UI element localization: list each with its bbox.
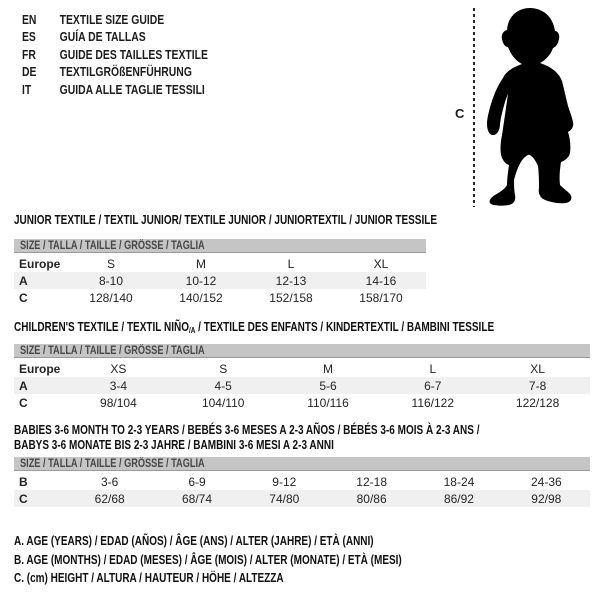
language-header [22,11,208,98]
childrens-size-header-bar [14,344,590,358]
footnote-c: C. (cm) HEIGHT / ALTURA / HAUTEUR / HÖHE / ALTEZZA [14,571,284,586]
row-label: C [19,491,28,506]
childrens-size-table [14,360,590,411]
footnote-a: A. AGE (YEARS) / EDAD (AÑOS) / ÂGE (ANS) / ALTER (JAHRE) / ETÀ (ANNI) [14,534,374,548]
table-cell: M [196,256,206,271]
lang-code: EN [22,12,37,27]
table-cell: 5-6 [319,378,337,393]
lang-code: IT [22,81,32,97]
size-header-label: SIZE / TALLA / TAILLE / GRÖSSE / TAGLIA [20,458,205,470]
height-dashed-line [473,8,475,207]
lang-code: FR [22,46,36,62]
table-cell: 86/92 [443,491,474,506]
childrens-table-title: CHILDREN'S TEXTILE / TEXTIL $NIÑO_{/A}$ / TEXTILE DES ENFANTS / KINDERTEXTIL / BAMBINI TESSILE [14,320,495,335]
table-cell: 7-8 [528,378,547,393]
table-row [14,473,590,490]
babies-size-table [14,473,590,507]
table-cell: 4-5 [214,378,232,393]
size-header-label: SIZE / TALLA / TAILLE / GRÖSSE / TAGLIA [20,240,205,252]
table-cell: S [219,361,228,376]
babies-title-line1: BABIES 3-6 MONTH TO 2-3 YEARS / BEBÉS 3-6 MESES A 2-3 AÑOS / BÉBÉS 3-6 MOIS À 2-3 ANS / [14,423,480,437]
table-cell: 158/170 [359,290,403,305]
junior-size-table [14,255,426,306]
footnotes [14,532,499,588]
table-cell: 3-4 [109,378,128,393]
table-cell: 6-7 [424,378,442,393]
table-cell: 80/86 [356,491,387,506]
table-cell: 12-13 [275,273,307,288]
lang-row-de [22,63,208,80]
row-label: B [19,474,28,489]
footnote-b: B. AGE (MONTHS) / EDAD (MESES) / ÂGE (MOIS) / ALTER (MONATE) / ETÀ (MESI) [14,552,402,567]
lang-title: GUIDE DES TAILLES TEXTILE [59,46,208,62]
row-label: A [19,273,28,288]
subscript-a: /A [188,326,196,335]
table-cell: 12-18 [356,474,387,489]
table-cell: 62/68 [94,491,125,506]
table-row [14,255,426,272]
table-cell: L [287,256,295,271]
table-cell: XS [110,361,127,376]
table-cell: 140/152 [179,290,223,305]
row-label: C [19,395,28,410]
table-row [14,394,590,411]
table-cell: 10-12 [185,273,217,288]
row-label: Europe [19,256,61,271]
junior-size-header-bar [14,239,426,253]
table-cell: 18-24 [443,474,475,489]
table-row [14,360,590,377]
table-cell: S [106,256,115,271]
table-row [14,289,426,306]
lang-row-es [22,28,208,45]
lang-row-it [22,81,208,98]
lang-title: GUIDA ALLE TAGLIE TESSILI [59,81,205,97]
table-cell: 3-6 [100,474,119,489]
table-cell: XL [373,256,389,271]
table-row [14,272,426,289]
table-cell: 8-10 [98,273,124,288]
table-cell: 98/104 [100,395,137,410]
babies-title-line2: BABYS 3-6 MONATE BIS 2-3 JAHRE / BAMBINI 3-6 MESI A 2-3 ANNI [14,438,334,452]
babies-size-header-bar [14,457,590,471]
row-label: C [19,290,28,305]
table-cell: 24-36 [530,474,562,489]
table-cell: 74/80 [269,491,300,506]
lang-title: TEXTILGRÖßENFÜHRUNG [59,64,192,80]
height-marker-label: C [455,106,465,121]
baby-silhouette-icon [478,5,582,207]
table-cell: 116/122 [411,395,455,410]
table-cell: 9-12 [272,474,297,489]
size-header-label: SIZE / TALLA / TAILLE / GRÖSSE / TAGLIA [20,345,205,357]
table-cell: 128/140 [89,290,133,305]
table-row [14,490,590,507]
lang-row-en [22,11,208,28]
table-cell: XL [530,361,545,376]
table-cell: 14-16 [365,273,397,288]
junior-table-title: JUNIOR TEXTILE / TEXTIL JUNIOR/ TEXTILE JUNIOR / JUNIORTEXTIL / JUNIOR TESSILE [14,213,438,227]
lang-title: GUÍA DE TALLAS [59,29,146,45]
table-cell: 110/116 [307,395,349,410]
lang-row-fr [22,46,208,63]
lang-title: TEXTILE SIZE GUIDE [59,12,165,27]
table-cell: 122/128 [515,395,560,410]
row-label: Europe [19,361,61,376]
table-cell: 104/110 [201,395,245,410]
row-label: A [19,378,28,393]
table-cell: L [429,361,437,376]
table-cell: M [322,361,333,376]
table-row [14,377,590,394]
table-cell: 92/98 [531,491,562,506]
babies-table-title [14,423,479,453]
lang-code: ES [22,29,36,45]
lang-code: DE [22,64,37,80]
table-cell: 6-9 [188,474,206,489]
table-cell: 68/74 [181,491,212,506]
table-cell: 152/158 [269,290,313,305]
